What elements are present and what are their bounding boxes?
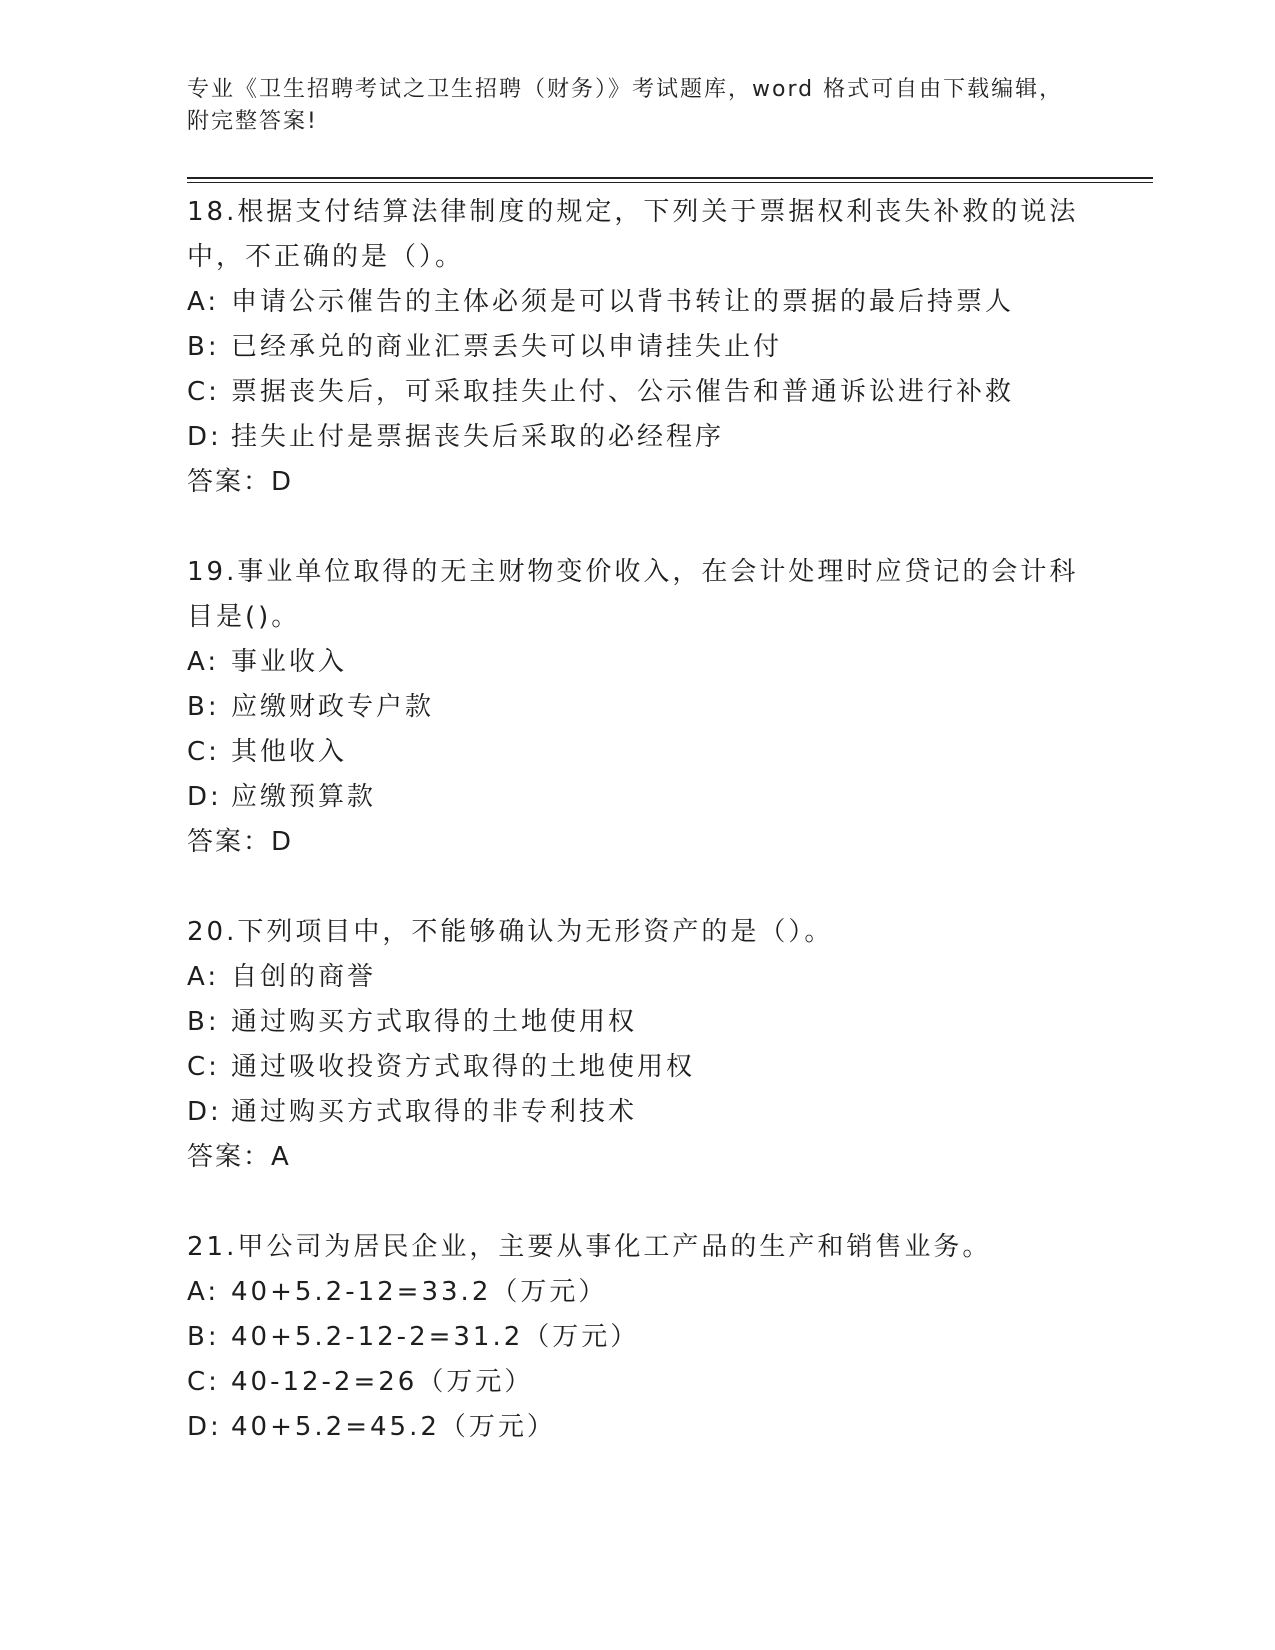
question-18 bbox=[187, 190, 1087, 505]
option-text: 挂失止付是票据丧失后采取的必经程序 bbox=[231, 422, 725, 452]
question-stem: 20.下列项目中，不能够确认为无形资产的是（）。 bbox=[187, 917, 834, 947]
question-stem: 21.甲公司为居民企业，主要从事化工产品的生产和销售业务。 bbox=[187, 1232, 992, 1262]
option-d bbox=[187, 1405, 1087, 1450]
option-letter: D: bbox=[187, 422, 222, 452]
question-21 bbox=[187, 1225, 1087, 1450]
option-a bbox=[187, 1270, 1087, 1315]
option-letter: C: bbox=[187, 1367, 220, 1397]
option-c bbox=[187, 370, 1087, 415]
option-letter: C: bbox=[187, 1052, 220, 1082]
option-d bbox=[187, 775, 1087, 820]
answer-line: 答案：D bbox=[187, 467, 294, 497]
option-b bbox=[187, 1000, 1087, 1045]
option-letter: C: bbox=[187, 377, 220, 407]
question-20 bbox=[187, 910, 1087, 1180]
question-spacer bbox=[187, 505, 1087, 550]
answer-line: 答案：D bbox=[187, 827, 294, 857]
option-text: 通过购买方式取得的非专利技术 bbox=[231, 1097, 638, 1127]
question-19 bbox=[187, 550, 1087, 865]
question-spacer bbox=[187, 865, 1087, 910]
option-text: 40+5.2-12-2=31.2（万元） bbox=[231, 1322, 640, 1352]
option-d bbox=[187, 1090, 1087, 1135]
option-text: 应缴预算款 bbox=[231, 782, 377, 812]
option-letter: D: bbox=[187, 1412, 222, 1442]
option-c bbox=[187, 730, 1087, 775]
question-spacer bbox=[187, 1180, 1087, 1225]
option-text: 自创的商誉 bbox=[231, 962, 377, 992]
option-text: 通过吸收投资方式取得的土地使用权 bbox=[231, 1052, 696, 1082]
option-b bbox=[187, 325, 1087, 370]
header-rule-thick bbox=[187, 177, 1153, 179]
document-header: 专业《卫生招聘考试之卫生招聘（财务）》考试题库，word 格式可自由下载编辑，附完整答案! bbox=[187, 77, 1064, 134]
option-text: 事业收入 bbox=[231, 647, 348, 677]
option-d bbox=[187, 415, 1087, 460]
question-stem: 18.根据支付结算法律制度的规定，下列关于票据权利丧失补救的说法中，不正确的是（）。 bbox=[187, 197, 1079, 272]
option-c bbox=[187, 1360, 1087, 1405]
option-letter: A: bbox=[187, 647, 220, 677]
option-text: 票据丧失后，可采取挂失止付、公示催告和普通诉讼进行补救 bbox=[231, 377, 1015, 407]
option-letter: A: bbox=[187, 287, 220, 317]
option-a bbox=[187, 280, 1087, 325]
option-b bbox=[187, 685, 1087, 730]
option-text: 其他收入 bbox=[231, 737, 348, 767]
option-letter: D: bbox=[187, 782, 222, 812]
option-text: 申请公示催告的主体必须是可以背书转让的票据的最后持票人 bbox=[231, 287, 1015, 317]
option-letter: D: bbox=[187, 1097, 222, 1127]
option-letter: A: bbox=[187, 962, 220, 992]
option-text: 40-12-2=26（万元） bbox=[231, 1367, 534, 1397]
option-letter: B: bbox=[187, 692, 220, 722]
option-text: 已经承兑的商业汇票丢失可以申请挂失止付 bbox=[231, 332, 783, 362]
option-letter: B: bbox=[187, 1322, 220, 1352]
answer-line: 答案：A bbox=[187, 1142, 291, 1172]
option-b bbox=[187, 1315, 1087, 1360]
option-text: 40+5.2=45.2（万元） bbox=[231, 1412, 556, 1442]
option-c bbox=[187, 1045, 1087, 1090]
header-rule-thin bbox=[187, 182, 1153, 183]
option-letter: B: bbox=[187, 332, 220, 362]
option-a bbox=[187, 955, 1087, 1000]
option-text: 通过购买方式取得的土地使用权 bbox=[231, 1007, 638, 1037]
option-letter: B: bbox=[187, 1007, 220, 1037]
question-stem: 19.事业单位取得的无主财物变价收入，在会计处理时应贷记的会计科目是()。 bbox=[187, 557, 1079, 632]
option-letter: C: bbox=[187, 737, 220, 767]
option-text: 40+5.2-12=33.2（万元） bbox=[231, 1277, 608, 1307]
question-list bbox=[187, 190, 1087, 1450]
option-letter: A: bbox=[187, 1277, 220, 1307]
option-a bbox=[187, 640, 1087, 685]
option-text: 应缴财政专户款 bbox=[231, 692, 435, 722]
